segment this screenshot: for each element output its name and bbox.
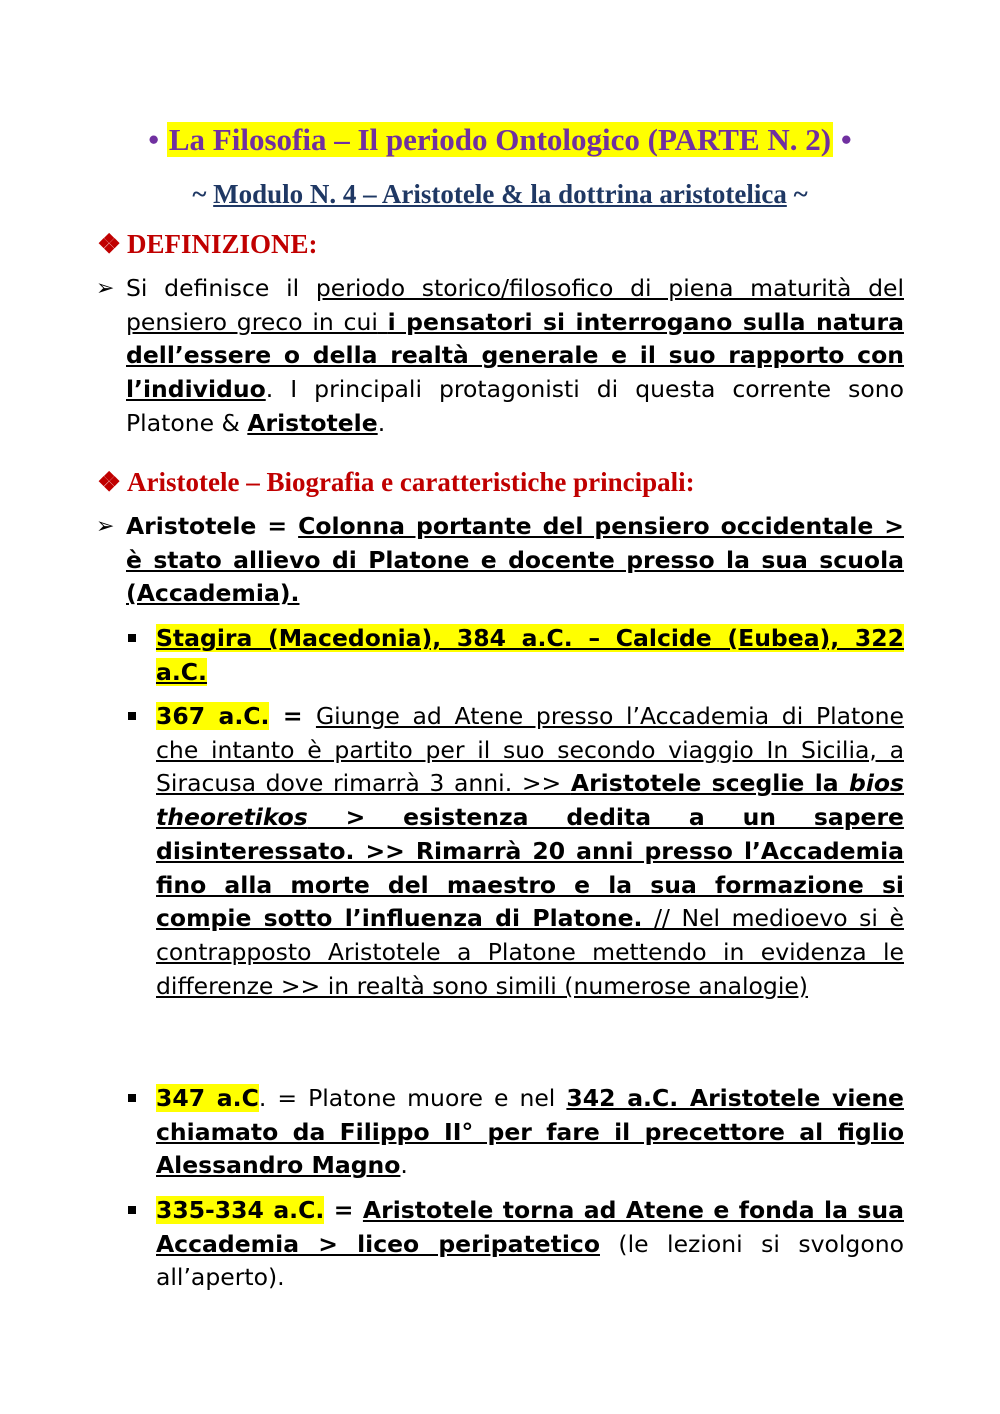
arrow-bullet-icon: ➢ — [96, 514, 115, 539]
text-run — [378, 308, 388, 336]
text-run: . — [377, 408, 386, 437]
text-run: Giunge ad Atene presso l’Accademia di Platone che intanto è partito per il suo secondo viaggio In Sicilia, a Siracusa dove rimarrà 3 anni. >> — [156, 702, 904, 798]
date-highlight: 335-334 a.C. — [156, 1196, 325, 1224]
definition-paragraph — [126, 272, 904, 441]
list-item — [156, 622, 904, 689]
text-run: i pensatori si interrogano sulla natura dell’essere o della realtà generale e il suo rapporto con l’individuo — [126, 307, 904, 404]
heading-text: Aristotele – Biografia e caratteristiche principali: — [127, 467, 695, 497]
section-heading-definizione — [97, 226, 318, 262]
text-run: Aristotele — [247, 408, 378, 437]
text-run: . = Platone muore e nel — [258, 1084, 567, 1112]
text-run: periodo storico/filosofico di piena maturità del pensiero greco in cui — [126, 274, 904, 336]
page-subtitle — [0, 175, 1000, 213]
text-run: 342 a.C. Aristotele viene chiamato da Filippo II° per fare il precettore al figlio Alessandro Magno — [156, 1084, 904, 1180]
text-run: Aristotele = — [126, 512, 299, 540]
text-run: Stagira (Macedonia), 384 a.C. – Calcide (Eubea), 322 a.C. — [156, 624, 904, 686]
text-run: (le lezioni si svolgono all’aperto). — [156, 1229, 904, 1292]
arrow-bullet-icon: ➢ — [96, 276, 115, 301]
intro-paragraph — [126, 510, 904, 611]
square-bullet-icon — [128, 1206, 136, 1214]
text-run: = — [324, 1196, 363, 1224]
subtitle-text: Modulo N. 4 – Aristotele & la dottrina aristotelica — [213, 179, 787, 209]
title-bullet-left: • — [148, 122, 160, 157]
text-run: Si definisce il — [126, 274, 316, 302]
square-bullet-icon — [128, 712, 136, 720]
title-bullet-right: • — [840, 122, 852, 157]
title-text: La Filosofia – Il periodo Ontologico (PARTE N. 2) — [168, 122, 832, 157]
heading-text: DEFINIZIONE: — [127, 229, 318, 259]
diamond-bullet-icon: ❖ — [97, 229, 122, 259]
list-item — [156, 1194, 904, 1295]
date-highlight: 347 a.C — [156, 1084, 259, 1112]
text-run: Colonna portante del pensiero occidentale > è stato allievo di Platone e docente presso la sua scuola (Accademia). — [126, 512, 904, 608]
square-bullet-icon — [128, 1094, 136, 1102]
text-run: . I principali protagonisti di questa corrente sono Platone & — [126, 375, 904, 437]
subtitle-suffix: ~ — [793, 179, 808, 209]
text-run: > esistenza dedita a un sapere disinteressato. >> Rimarrà 20 anni presso l’Accademia fino alla morte del maestro e la sua formazione si compie sotto l’influenza di Platone. — [156, 803, 904, 933]
date-highlight: 367 a.C. — [156, 702, 270, 730]
text-run: // Nel medioevo si è contrapposto Aristotele a Platone mettendo in evidenza le differenze >> in realtà sono simili (numerose analogie) — [156, 904, 904, 1000]
section-heading-biografia — [97, 464, 695, 500]
text-run: . — [400, 1151, 408, 1180]
text-run: = — [269, 702, 316, 730]
text-run: bios theoretikos — [156, 769, 905, 832]
square-bullet-icon — [128, 634, 136, 642]
diamond-bullet-icon: ❖ — [97, 467, 122, 497]
text-run: Aristotele torna ad Atene e fonda la sua Accademia > liceo peripatetico — [156, 1196, 904, 1258]
text-run: Aristotele sceglie la — [570, 769, 849, 798]
list-item — [156, 700, 904, 1003]
list-item — [156, 1082, 904, 1183]
subtitle-prefix: ~ — [192, 179, 207, 209]
page-title — [0, 118, 1000, 162]
